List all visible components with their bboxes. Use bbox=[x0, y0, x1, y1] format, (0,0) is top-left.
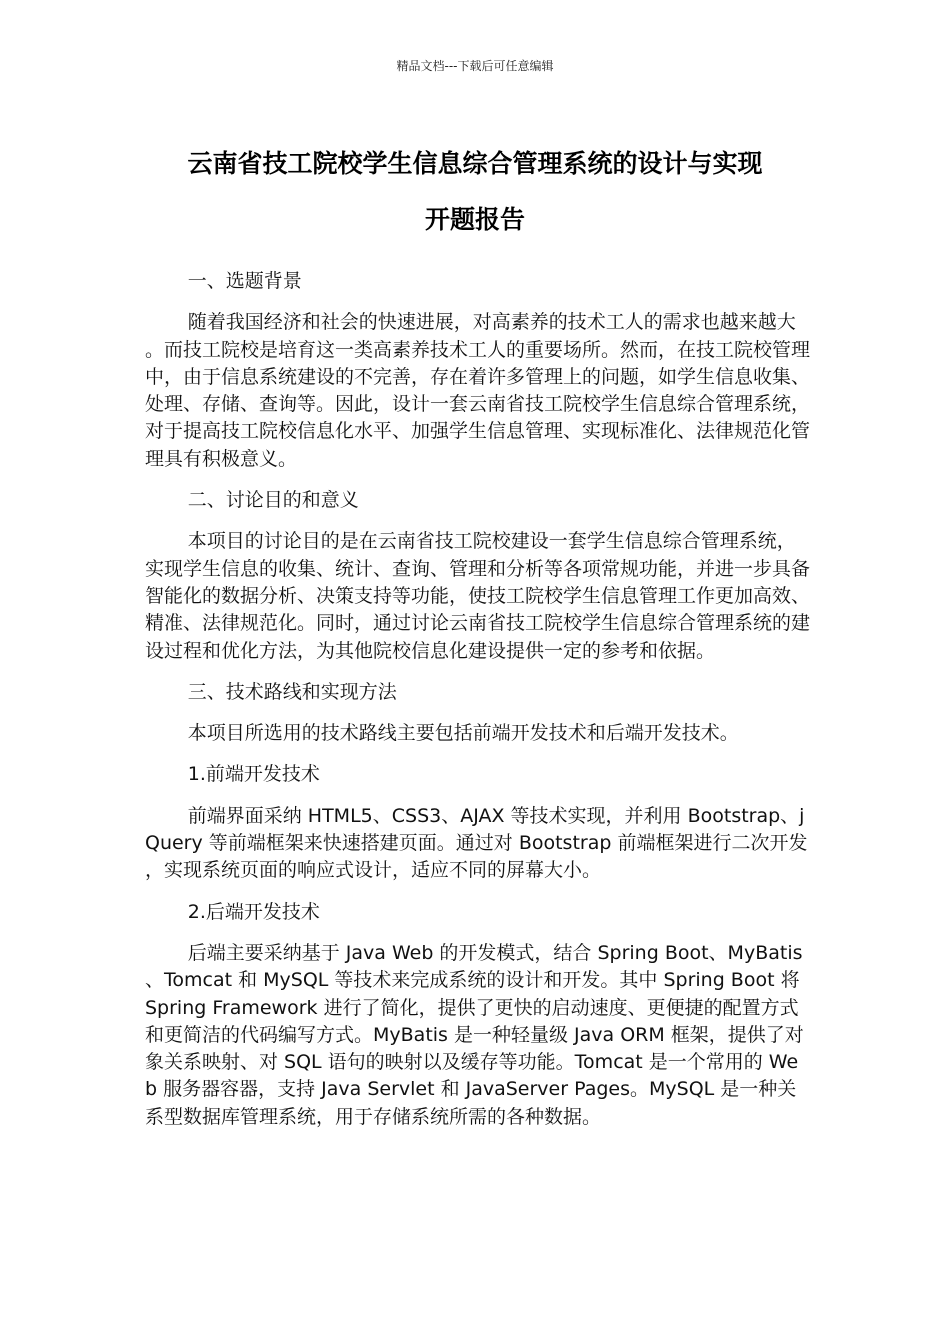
title-line-1: 云南省技工院校学生信息综合管理系统的设计与实现 bbox=[187, 149, 763, 178]
header-note: 精品文档---下载后可任意编辑 bbox=[396, 59, 554, 73]
paragraph-backend: 后端主要采纳基于 Java Web 的开发模式，结合 Spring Boot、MyBatis、Tomcat 和 MySQL 等技术来完成系统的设计和开发。其中 Spring Boot 将 Spring Framework 进行了简化，提供了更快的启动速度、更便捷的配置方式和更简洁的代码编写方式。MyBatis 是一种轻量级 Java ORM 框架，提供了对象关系映射、对 SQL 语句的映射以及缓存等功能。Tomcat 是一个常用的 Web 服务器容器，支持 Java Servlet 和 JavaServer Pages。MySQL 是一种关系型数据库管理系统，用于存储系统所需的各种数据。 bbox=[145, 941, 804, 1128]
paragraph-technology-intro: 本项目所选用的技术路线主要包括前端开发技术和后端开发技术。 bbox=[187, 722, 739, 745]
section-heading-purpose: 二、讨论目的和意义 bbox=[187, 489, 359, 512]
document-body bbox=[145, 268, 810, 1145]
paragraph-purpose: 本项目的讨论目的是在云南省技工院校建设一套学生信息综合管理系统，实现学生信息的收集、统计、查询、管理和分析等各项常规功能，并进一步具备智能化的数据分析、决策支持等功能，使技工院校学生信息管理工作更加高效、精准、法律规范化。同时，通过讨论云南省技工院校学生信息综合管理系统的建设过程和优化方法，为其他院校信息化建设提供一定的参考和依据。 bbox=[145, 530, 811, 662]
document-title bbox=[120, 136, 830, 248]
title-line-2: 开题报告 bbox=[424, 205, 525, 234]
paragraph-background: 随着我国经济和社会的快速进展，对高素养的技术工人的需求也越来越大。而技工院校是培育这一类高素养技术工人的重要场所。然而，在技工院校管理中，由于信息系统建设的不完善，存在着许多管理上的问题，如学生信息收集、处理、存储、查询等。因此，设计一套云南省技工院校学生信息综合管理系统，对于提高技工院校信息化水平、加强学生信息管理、实现标准化、法律规范化管理具有积极意义。 bbox=[145, 311, 811, 470]
subsection-heading-backend: 2.后端开发技术 bbox=[187, 900, 320, 923]
subsection-heading-frontend: 1.前端开发技术 bbox=[187, 763, 320, 786]
section-heading-technology: 三、技术路线和实现方法 bbox=[187, 680, 397, 703]
paragraph-frontend: 前端界面采纳 HTML5、CSS3、AJAX 等技术实现，并利用 Bootstrap、jQuery 等前端框架来快速搭建页面。通过对 Bootstrap 前端框架进行二次开发，实现系统页面的响应式设计，适应不同的屏幕大小。 bbox=[145, 804, 808, 882]
section-heading-background: 一、选题背景 bbox=[187, 270, 302, 292]
